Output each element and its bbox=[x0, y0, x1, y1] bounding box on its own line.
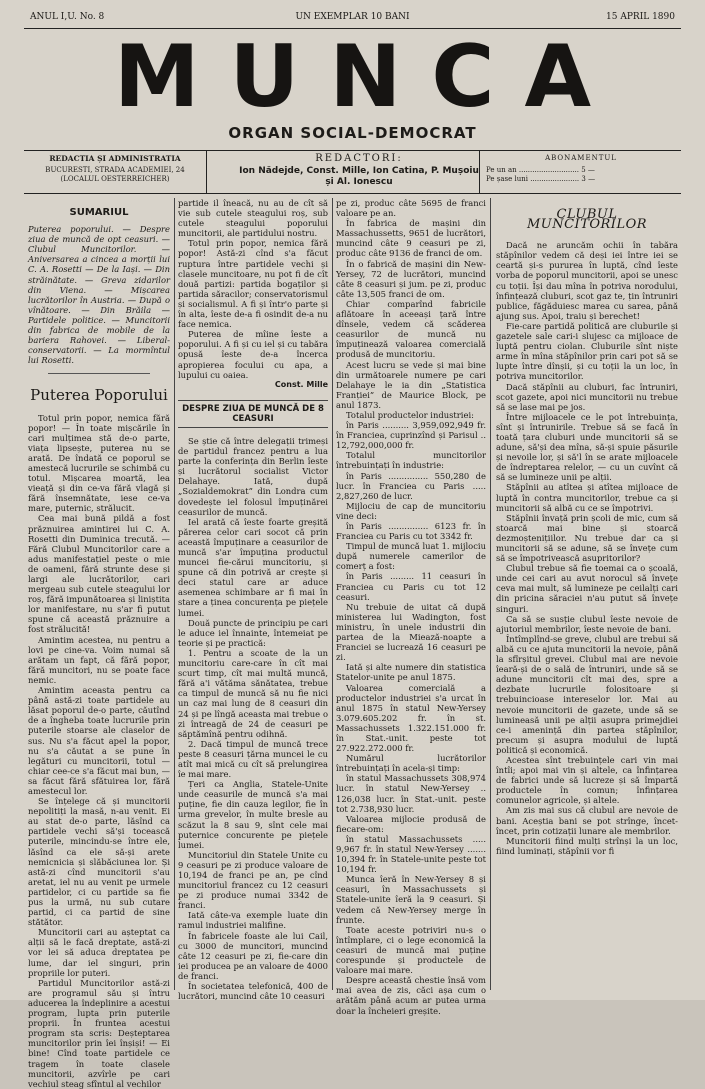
paragraph: în Paris .......... 3,959,092,949 fr. în Franciea, cuprinzînd și Parisul .. 12,792,000,000 fr. bbox=[336, 420, 486, 451]
paragraph: Chiar comparînd fabricile aflătoare în aceeași țară între dînsele, vedem că scăderea ceasurilor de muncă nu împuținează valoarea comercială produsă de muncitoriu. bbox=[336, 298, 486, 360]
column-2 bbox=[178, 198, 328, 1002]
paragraph: Am zis mai sus că clubul are nevoie de bani. Aceștia bani se pot strînge, încet-încet, prin cotizații lunare ale membrilor. bbox=[496, 805, 678, 836]
summary-text: Puterea poporului. — Despre ziua de muncă de opt ceasuri. — Clubul Muncitorilor. — Aniversarea a cincea a morții lui C. A. Rosetti — De la Iași. — Din străinătate. — Greva zidarilor din Viena. — Mișcarea lucrătorilor în Austria. — După o vînătoare. — Din Brăila — Partidele politice. — Muncitorii din fabrica de mobile de la bariera Rahovei. — Liberal-conservatorii. — La mormîntul lui Rosetti. bbox=[28, 224, 170, 366]
article-title-puterea: Puterea Poporului bbox=[30, 386, 168, 405]
paragraph: 2. Dacă timpul de muncă trece peste 8 ceasuri țărna muncei le cu atît mai mică cu cît să prelungirea îe mai mare. bbox=[178, 738, 328, 780]
paragraph: Dacă stăpînii au cluburi, fac întruniri, scot gazete, apoi nici muncitorii nu trebue să se lase mai pe jos. bbox=[496, 381, 678, 412]
paragraph: Totalul muncitorilor întrebuințați în industrie: bbox=[336, 450, 486, 471]
paragraph: Muncitorii fiind mulți strînși la un loc, fiind luminați, stăpînii vor fi bbox=[496, 835, 678, 856]
paragraph: Totul prin popor, nemica fără popor! — În toate mișcările în cari mulțimea stă de-o parte, viața lipsește, puterea nu se arată. De îndată ce poporul se amestecă lucrurile se schimbă cu totul. Mișcarea moartă, lea vieață și din ce-va fără vlagă și fără însemnătate, iese ce-va mare, puternic, strălucit. bbox=[28, 412, 171, 514]
paragraph: în Paris ............... 550,280 de lucr. în Franciea cu Paris ..... 2,827,260 de lucr. bbox=[336, 470, 486, 501]
paragraph: Între mijloacele ce le pot întrebuința, sînt și întrunirile. Trebue să se facă în toată țara cluburi unde muncitorii să se adune, să'și dea mîna, să-și spuie păsurile și nevoile lor, și să'l în se arate mijloacele de îndreptarea relelor, — cu un cuvînt că să se lumineze unii pe alții. bbox=[496, 411, 678, 483]
paragraph: Țeri ca Anglia, Statele-Unite unde ceasurile de muncă s'a mai puține, fie din cauza legilor, fie în urma grevelor, în multe bresle au scăzut la 8 sau 9, sînt cele mai puternice concurente pe piețele lumei. bbox=[178, 779, 328, 850]
paragraph: Clubul trebue să fie toemai ca o școală, unde cei cari au avut norocul să învețe ceva mai mult, să lumineze pe ceilalți cari din pricina săraciei n'au putut să învețe singuri. bbox=[496, 563, 678, 614]
editors-line-2: și Al. Ionescu bbox=[325, 177, 393, 187]
paragraph: Nu trebuie de uitat că după ministerea lui Wadington, fost ministru, în unele industrii din partea de la Miează-noapte a Franciei se lucrează 16 ceasuri pe zi. bbox=[336, 601, 486, 663]
paragraph: Valoarea comercială a productelor industriei s'a urcat în anul 1875 în statul New-Yersey 3.079.605.202 fr. în st. Massachussets 1.322.151.000 fr. în Stat.-unit. peste tot 27.922.272.000 fr. bbox=[336, 682, 486, 754]
issue-date: 15 APRIL 1890 bbox=[606, 12, 675, 22]
paragraph: Iată și alte numere din statistica Statelor-unite pe anul 1875. bbox=[336, 662, 486, 683]
paragraph: Acest lucru se vede și mai bine din următoarele numere pe cari Delahaye le ia din „Statistica Franției” de Maurice Block, pe anul 1873. bbox=[336, 359, 486, 410]
paragraph: în statul Massachussets ..... 9,967 fr. în statul New-Yersey ....... 10,394 fr. în Statele-unite peste tot 10,194 fr. bbox=[336, 833, 486, 875]
issue-number: ANUL I,U. No. 8 bbox=[30, 12, 105, 22]
editors-line-1: Ion Nădejde, Const. Mille, Ion Catina, P. Mușoiu bbox=[239, 166, 479, 176]
paragraph: Munca îeră în New-Yersey 8 și ceasuri, în Massachussets și Statele-unite îeră la 9 ceasuri. Și vedem că New-Yersey merge în frunte. bbox=[336, 874, 486, 925]
paragraph: Despre această chestie însă vom mai avea de zis, căci așa cum o arătăm până acum ar putea urma doar la încheieri greșite. bbox=[336, 975, 486, 1016]
paragraph: Se înțelege că și muncitorii nepolitiți la masă, n-au venit. Ei au stat de-o parte, lăsînd ca partidele vechi să'și tocească puterile, mincindu-se între ele, lăsînd ca ele să-și arete nemicnicia și slăbăciunea lor. Și astă-zi cînd muncitorii s'au aretat, iel nu au venit pe urmele partidelor, ci cu partide sa fie pus la urmă, nu sub cutare partid, ci ca partid de sine stătător. bbox=[28, 796, 170, 928]
article-title-ziua-de-munca: DESPRE ZIUA DE MUNCĂ DE 8 CEASURI bbox=[178, 400, 328, 428]
paragraph: Iată câte-va exemple luate din ramul industriei malifine. bbox=[178, 910, 328, 931]
paragraph: Stăpînii învață prin școli de mic, cum să stoarcă mai bine și stoarcă dezmoștenițiilor. Nu trebue dar ca și muncitorii să se adune, să se învețe cum să se împotrivească asupritorilor? bbox=[496, 512, 678, 564]
paragraph: Totul prin popor, nemica fără popor! Astă-zi cînd s'a făcut ruptura între partidele vechi și clasele muncitoare, nu pot fi de cît două partizi: partida bogaților și partida săracilor; conservatorismul și socialismul. A fi și într'o parte și în alta, îeste de-a fi osindit de-a nu face nemica. bbox=[178, 238, 328, 330]
paragraph: Puterea de mîine îeste a poporului. A fi și cu iel și cu tabăra opusă îeste de-a încerca apropierea focului cu apa, a lupului cu oaiea. bbox=[178, 329, 328, 380]
paragraph: Timpul de muncă luat 1. mijlociu după numerele camerilor de comerț a fost: bbox=[336, 541, 486, 572]
editors-title: REDACTORI: bbox=[315, 153, 403, 164]
column-rule-2 bbox=[332, 198, 333, 990]
top-strip bbox=[30, 12, 675, 26]
paragraph: în Paris ............... 6123 fr. în Franciea cu Paris cu tot 3342 fr. bbox=[336, 521, 486, 542]
paragraph: Mijlociu de cap de muncitoriu vine deci: bbox=[336, 500, 486, 521]
paragraph: Iel arată că îeste foarte greșită părerea celor cari socot că prin această împuținare a ceasurilor de muncă s'ar împuțina productul muncei fie-cărui muncitoriu, și spune că din potrivă ar crește și deci statul care ar aduce asemenea schimbare ar fi mai în stare a ținea concurența pe piețele lumei. bbox=[178, 516, 328, 618]
masthead-subtitle: ORGAN SOCIAL-DEMOCRAT bbox=[228, 124, 477, 142]
column-1 bbox=[28, 198, 171, 1089]
column-3 bbox=[336, 198, 486, 1016]
paragraph: Valoarea mijlocie produsă de fiecare-om: bbox=[336, 813, 486, 834]
paragraph: În o fabrică de mașini din New-Yersey, 72 de lucrători, muncind câte 8 ceasuri și jum. pe zi, produc câte 13,505 franci de om. bbox=[336, 258, 486, 299]
paragraph: Toate aceste potriviri nu-s o întîmplare, ci o lege economică la ceasuri de muncă mai puține corespunde și productele de valoare mai mare. bbox=[336, 924, 486, 976]
paragraph: în statul Massachussets 308,974 lucr. în statul New-Yersey .. 126,038 lucr. în Stat.-unit. peste tot 2.738,930 lucr. bbox=[336, 773, 486, 814]
paragraph: Amintim aceasta pentru ca până astă-zi toate partidele au lăsat poporul de-o parte, căutînd de a îngheba toate lucrurile prin puterile stoarse ale claselor de sus. Nu s'a făcut apel la popor, nu s'a căutat a se pune în legături cu muncitorii, totul — chiar cee-ce s'a făcut mai bun, — sa făcut fără sfătuirea lor, fără amestecul lor. bbox=[28, 685, 170, 796]
admin-address: BUCURESTI, STRADA ACADEMIEI, 24 (LOCALUL OESTERREICHER) bbox=[45, 166, 185, 183]
paragraph: Dacă ne aruncăm ochii în tabăra stăpînilor vedem că deși iei între iei se ceartă și-s pururea în luptă, cînd îeste vorba de poporul muncitorii, apoi se unesc cu toții. Își dau mîna în potriva norodului, înfințează cluburi, scot gaz te, țin întruniri publice, făgăduiesc marea cu sarea, până ajung sus. Apoi, traiu și berechet! bbox=[496, 240, 678, 321]
info-sep-1 bbox=[206, 151, 207, 193]
paragraph: În societatea telefonică, 400 de lucrători, muncind câte 10 ceasuri bbox=[178, 981, 328, 1002]
paragraph: Stăpînii au atîtea și atîtea mijloace de luptă în contra muncitorilor, trebue ca și muncitorii să albă cu ce se împotrivi. bbox=[496, 482, 678, 513]
paragraph: În fabrica de mașini din Massachussetts, 9651 de lucrători, muncind câte 9 ceasuri pe zi, produc câte 9136 de franci de om. bbox=[336, 218, 486, 259]
column-4 bbox=[496, 198, 678, 992]
paragraph: Numărul lucrătorilor întrebuințați în acela-și timp: bbox=[336, 753, 486, 774]
subscription-line-2: Pe șase luni ...................... 3 — bbox=[486, 175, 596, 183]
admin-info bbox=[30, 154, 200, 184]
column-rule-1 bbox=[174, 198, 175, 990]
paragraph: Se știe că între delegații trimeși de partidul francez pentru a lua parte la conferința din Berlin îeste și lucrătorul socialist Victor Delahaye. Iată, după „Sozialdemokrat” din Londra cum dovedește iel folosul împuținărei ceasurilor de muncă. bbox=[178, 435, 328, 517]
masthead-title: MUNCA bbox=[113, 27, 622, 127]
paragraph: Totalul productelor industriei: bbox=[346, 409, 474, 420]
paragraph: Ca să se susție clubul îeste nevoie de ajutoriul membrilor, îeste nevoie de bani. bbox=[496, 613, 678, 634]
admin-title: REDACTIA ȘI ADMINISTRATIA bbox=[49, 154, 181, 163]
subscription-line-1: Pe un an ........................... 5 — bbox=[486, 166, 595, 174]
summary-divider bbox=[48, 373, 150, 374]
paragraph: Două puncte de principiu pe cari le aduce iel înnainte, întemeiat pe teorie și pe practică: bbox=[178, 617, 328, 648]
info-sep-2 bbox=[479, 151, 480, 193]
paragraph: Fie-care partidă politică are cluburile și gazetele sale cari-i slujesc ca mijloace de luptă pentru ciolan. Cluburile sînt niște arme în mîna stăpînilor prin cari pot să se lupte între dînșii, și cu toții la un loc, în potriva muncitorilor. bbox=[496, 320, 678, 382]
subscription-info bbox=[486, 154, 676, 184]
paragraph: În fabricele foaste ale lui Cail, cu 3000 de muncitori, muncind câte 12 ceasuri pe zi, fie-care din iei producea pe an valoare de 4000 de franci. bbox=[178, 930, 328, 981]
paragraph: Amintim acestea, nu pentru a lovi pe cine-va. Voim numai să arătam un fapt, că fără popor, fără muncitori, nu se poate face nemic. bbox=[28, 634, 170, 685]
paragraph: Partidul Muncitorilor astă-zi are programul său și întru aducerea la îndeplinire a acestui program, lupta prin puterile proprii. În fruntea acestui program sta scris: Deșteptarea muncitorilor prin îei înșiși! — Ei bine! Cînd toate partidele ce tragem în toate clasele muncitorii, azvîrle pe cari vechiul steag sfîntul al vechilor bbox=[28, 977, 170, 1089]
column-rule-3 bbox=[490, 198, 491, 990]
summary-title: SUMARIUL bbox=[69, 207, 129, 218]
paragraph: Întîmplînd-se greve, clubul are trebui să albă cu ce ajuta muncitorii la nevoie, până la sfîrșitul grevei. Clubul mai are nevoie îeară-și de o sală de întruniri, unde să se adune muncitorii cît mai des, spre a dezbate lucrurile folositoare și trebuincioase intereselor lor. Mai au nevoie muncitorii de gazete, unde să se lumineasă unii pe alții asupra primejdiei ce-i amenință din partea stăpînilor, precum și asupra modului de luptă politică și economică. bbox=[496, 633, 678, 755]
paragraph: pe zi, produc câte 5695 de franci valoare pe an. bbox=[336, 198, 486, 219]
editors-info bbox=[214, 154, 504, 188]
issue-price: UN EXEMPLAR 10 BANI bbox=[295, 12, 410, 22]
info-bar bbox=[24, 150, 681, 194]
article-title-clubul: CLUBUL MUNCITORILOR bbox=[526, 207, 648, 233]
subscription-title: ABONAMENTUL bbox=[545, 154, 617, 162]
paragraph: 1. Pentru a scoate de la un muncitoriu care-care în cît mai scurt timp, cît mai multă muncă, fără a'i vătăma sănătatea, trebue ca timpul de muncă să nu fie nici un caz mai lung de 8 ceasuri din 24 și pe lîngă aceasta mai trebue o zi întreagă de 24 de ceasuri pe săptămînă pentru odihnă. bbox=[178, 647, 328, 739]
paragraph: Acestea sînt trebuințele cari vin mai întîi; apoi mai vin și altele, ca înfințarea de fabrici unde să lucreze și să împartă productele în comun; înfințarea comunelor agricole, și altele. bbox=[496, 754, 678, 806]
paragraph: Muncitoriul din Statele Unite cu 9 ceasuri pe zi produce valoare de 10,194 de franci pe an, pe cînd muncitoriul francez cu 12 ceasuri pe zi produce numai 3342 de franci. bbox=[178, 849, 328, 911]
paragraph: Cea mai bună pildă a fost prăznuirea amintirei lui C. A. Rosetti din Duminica trecută. — Fără Clubul Muncitorilor care a adus manifestațiel peste o mie de oameni, fără strunte dese și largi ale lucrătorilor, cari mergeau sub cutele steagului lor roș, fără impunătoarea și liniștita lor manifestare, nu s'ar fi putut spune că această prăznuire a fost strălucită! bbox=[28, 513, 170, 635]
author-signature: Const. Mille bbox=[274, 379, 328, 389]
paragraph: Muncitorii cari au așteptat ca alții să le facă dreptate, astă-zi vor lei să aduca dreptatea pe lume, dar iel singuri, prin propriile lor puteri. bbox=[28, 927, 170, 978]
paragraph: în Paris ......... 11 ceasuri în Franciea cu Paris cu tot 12 ceasuri. bbox=[336, 571, 486, 602]
paragraph: partide il îneacă, nu au de cît să vie sub cutele steagului roș, sub cutele steagului poporului muncitorii, ale partidului nostru. bbox=[178, 198, 328, 239]
